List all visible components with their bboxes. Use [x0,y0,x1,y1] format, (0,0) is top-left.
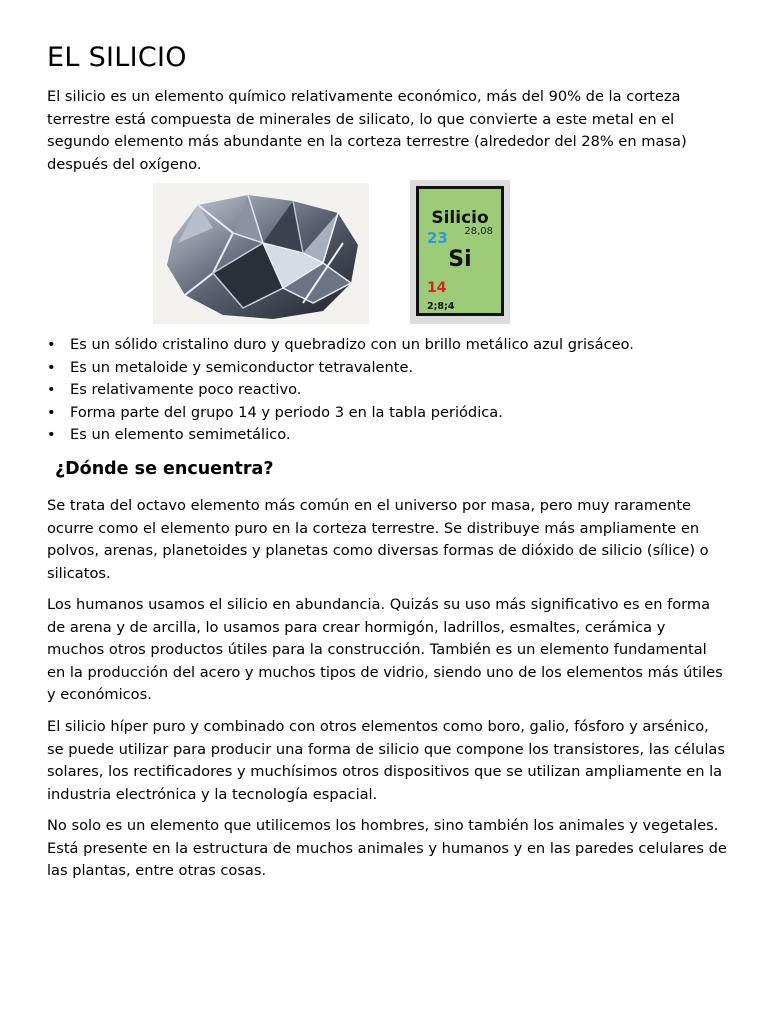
silicon-rock-icon [153,183,369,324]
list-item: • Es un elemento semimetálico. [47,424,727,447]
element-symbol: Si [448,247,472,272]
element-oxidation: 14 [427,280,447,296]
list-item: • Es un sólido cristalino duro y quebradizo con un brillo metálico azul grisáceo. [47,334,727,357]
body-paragraph: Se trata del octavo elemento más común en el universo por masa, pero muy raramente ocurre como el elemento puro en la corteza terrestre. Se distribuye más ampliamente en polvos, arenas, planetoides y planetas como diversas formas de dióxido de silicio (sílice) o silicatos. [47,497,709,582]
bullet-icon: • [47,403,56,421]
list-item: • Es relativamente poco reactivo. [47,379,727,402]
body-paragraph: No solo es un elemento que utilicemos los hombres, sino también los animales y vegetales. Está presente en la estructura de muchos animales y humanos y en las paredes celulares de las plantas, entre otras cosas. [47,817,727,879]
element-electron-config: 2;8;4 [427,301,455,312]
bullet-icon: • [47,336,56,353]
page-title: EL SILICIO [47,42,187,73]
body-paragraph: Los humanos usamos el silicio en abundancia. Quizás su uso más significativo es en forma de arena y de arcilla, lo usamos para crear hormigón, ladrillos, esmaltes, cerámica y muchos otros productos útiles para la construcción. También es un elemento fundamental en la producción del acero y muchos tipos de vidrio, siendo uno de los elementos más útiles y económicos. [47,596,723,703]
intro-paragraph: El silicio es un elemento químico relativamente económico, más del 90% de la corteza terrestre está compuesta de minerales de silicato, lo que convierte a este metal en el segundo elemento más abundante en la corteza terrestre (alrededor del 28% en masa) después del oxígeno. [47,88,687,173]
element-card-image [410,180,510,324]
element-name: Silicio [431,208,489,228]
list-item: • Es un metaloide y semiconductor tetravalente. [47,357,727,380]
element-atomic-mass: 28,08 [464,226,493,237]
bullet-icon: • [47,358,56,376]
bullet-icon: • [47,426,56,443]
element-number: 23 [427,229,448,247]
bullet-icon: • [47,381,56,398]
list-item: • Forma parte del grupo 14 y periodo 3 en la tabla periódica. [47,402,727,425]
body-paragraph: El silicio híper puro y combinado con otros elementos como boro, galio, fósforo y arsénico, se puede utilizar para producir una forma de silicio que compone los transistores, las células solares, los rectificadores y muchísimos otros dispositivos que se utilizan ampliamente en la industria electrónica y la tecnología espacial. [47,718,725,803]
silicon-rock-image [153,183,369,324]
properties-list [47,334,727,447]
element-card [416,186,504,316]
section-heading: ¿Dónde se encuentra? [55,459,274,479]
